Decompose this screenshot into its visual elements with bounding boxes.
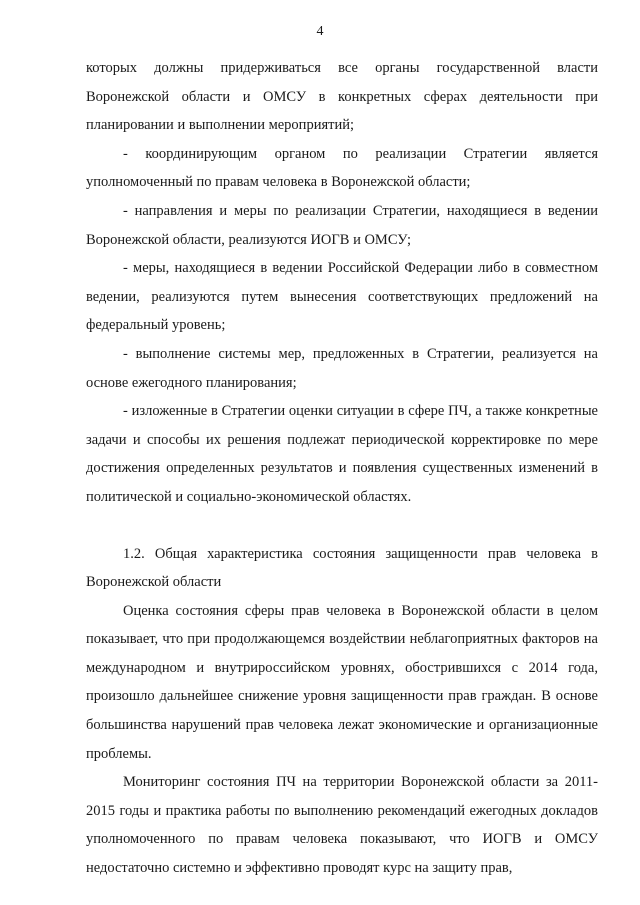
paragraph: - направления и меры по реализации Стратегии, находящиеся в ведении Воронежской области, реализуются ИОГВ и ОМСУ; [86,202,598,248]
paragraph: - координирующим органом по реализации Стратегии является уполномоченный по правам человека в Воронежской области; [86,145,598,191]
page-number: 4 [316,24,324,39]
paragraph: которых должны придерживаться все органы государственной власти Воронежской области и ОМСУ в конкретных сферах деятельности при планировании и выполнении мероприятий; [86,60,598,134]
paragraph: Мониторинг состояния ПЧ на территории Воронежской области за 2011-2015 годы и практика работы по выполнению рекомендаций ежегодных докладов уполномоченного по правам человека показывают, что ИОГВ и ОМСУ недостаточно системно и эффективно проводят курс на защиту прав, [86,774,598,877]
section-heading: 1.2. Общая характеристика состояния защищенности прав человека в Воронежской области [86,545,598,591]
paragraph: Оценка состояния сферы прав человека в Воронежской области в целом показывает, что при продолжающемся воздействии неблагоприятных факторов на международном и внутрироссийском уровнях, обострившихся с 2014 года, произошло дальнейшее снижение уровня защищенности прав граждан. В основе большинства нарушений прав человека лежат экономические и организационные проблемы. [86,602,598,762]
paragraph: - меры, находящиеся в ведении Российской Федерации либо в совместном ведении, реализуются путем вынесения соответствующих предложений на федеральный уровень; [86,260,598,334]
paragraph: - изложенные в Стратегии оценки ситуации в сфере ПЧ, а также конкретные задачи и способы их решения подлежат периодической корректировке по мере достижения определенных результатов и появления существенных изменений в политической и социально-экономической областях. [86,403,598,505]
paragraph: - выполнение системы мер, предложенных в Стратегии, реализуется на основе ежегодного планирования; [86,345,598,391]
document-body [86,54,598,883]
